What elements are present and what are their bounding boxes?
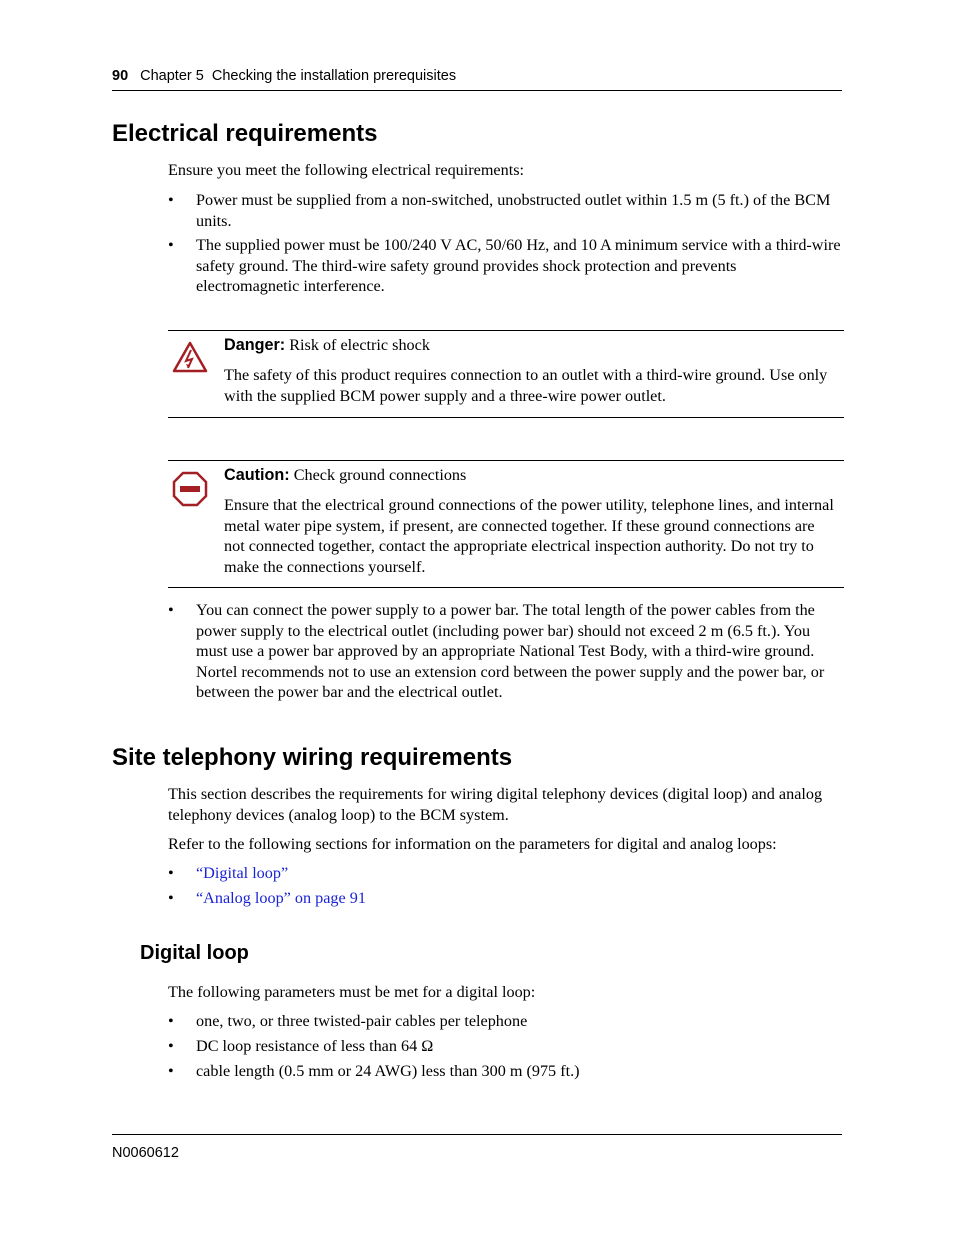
page-footer [112,1134,842,1161]
chapter-title: Chapter 5 Checking the installation prerequisites [140,68,457,84]
caution-body: Ensure that the electrical ground connections of the power utility, telephone lines, and internal metal water pipe system, if present, are connected together. If these ground connections are not connected together, contact the appropriate electrical inspection authority. Do not try to make the connections yourself. [224,496,834,576]
digital-loop-intro: The following parameters must be met for a digital loop: [168,983,536,1001]
bullet-icon: • [168,1037,174,1055]
analog-loop-link[interactable]: “Analog loop” on page 91 [196,889,366,907]
bullet-icon: • [168,1062,174,1080]
danger-body: The safety of this product requires connection to an outlet with a third-wire ground. Use only with the supplied BCM power supply and a three-wire power outlet. [224,366,828,405]
electrical-requirements-heading: Electrical requirements [112,120,378,147]
danger-title: Danger: Risk of electric shock [224,336,430,354]
digital-loop-heading: Digital loop [140,942,249,964]
site-wiring-para2: Refer to the following sections for information on the parameters for digital and analog loops: [168,835,777,853]
bullet-icon: • [168,191,174,209]
page-number: 90 [112,68,129,84]
electrical-intro: Ensure you meet the following electrical requirements: [168,161,524,179]
danger-notice [168,330,844,418]
digital-loop-link[interactable]: “Digital loop” [196,864,289,882]
caution-title: Caution: Check ground connections [224,466,467,484]
site-wiring-heading: Site telephony wiring requirements [112,744,513,771]
running-header [112,68,842,91]
site-wiring-para1: This section describes the requirements for wiring digital telephony devices (digital loop) and analog telephony devices (analog loop) to the BCM system. [168,785,823,824]
bullet-icon: • [168,236,174,254]
bullet-icon: • [168,864,174,882]
document-number: N0060612 [112,1145,179,1161]
caution-notice [168,460,844,588]
stop-sign-icon [172,471,208,512]
danger-label: Danger: [224,336,286,354]
bullet-icon: • [168,601,174,619]
caution-label: Caution: [224,466,290,484]
bullet-icon: • [168,1012,174,1030]
bullet-icon: • [168,889,174,907]
electric-shock-warning-icon [172,341,208,378]
